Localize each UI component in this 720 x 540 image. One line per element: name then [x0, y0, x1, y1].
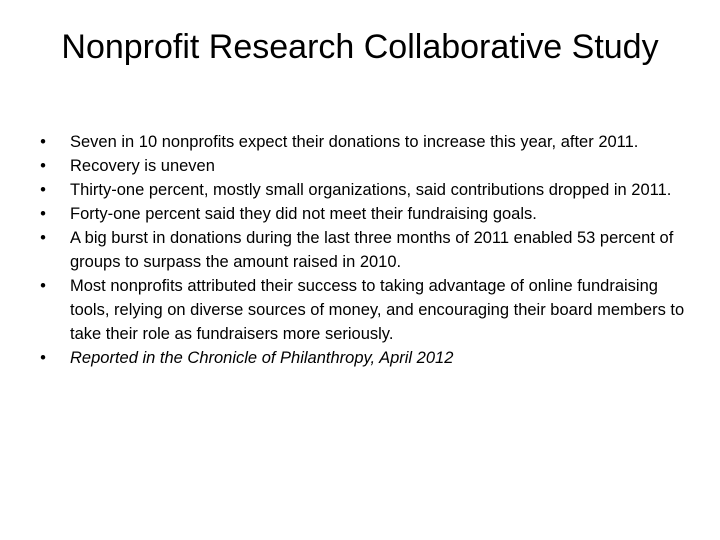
bullet-text: Recovery is uneven [70, 157, 215, 175]
bullet-item [36, 202, 690, 226]
bullet-text: Thirty-one percent, mostly small organizations, said contributions dropped in 2011. [70, 181, 672, 199]
bullet-icon: • [40, 133, 46, 151]
bullet-icon: • [40, 277, 46, 295]
bullet-item [36, 130, 690, 154]
bullet-icon: • [40, 157, 46, 175]
bullet-icon: • [40, 349, 46, 367]
bullet-text: A big burst in donations during the last three months of 2011 enabled 53 percent of groups to surpass the amount raised in 2010. [70, 229, 674, 271]
bullet-item [36, 178, 690, 202]
bullet-icon: • [40, 229, 46, 247]
bullet-text: Most nonprofits attributed their success to taking advantage of online fundraising tools, relying on diverse sources of money, and encouraging their board members to take their role as fundraisers more seriously. [70, 277, 685, 343]
bullet-item-source [36, 346, 690, 370]
bullet-text: Forty-one percent said they did not meet their fundraising goals. [70, 205, 537, 223]
bullet-list [36, 130, 690, 370]
bullet-text: Seven in 10 nonprofits expect their donations to increase this year, after 2011. [70, 133, 639, 151]
bullet-item [36, 274, 690, 346]
slide-title: Nonprofit Research Collaborative Study [61, 28, 659, 66]
bullet-icon: • [40, 205, 46, 223]
bullet-item [36, 226, 690, 274]
source-citation: Reported in the Chronicle of Philanthropy, April 2012 [70, 349, 454, 367]
bullet-item [36, 154, 690, 178]
bullet-icon: • [40, 181, 46, 199]
